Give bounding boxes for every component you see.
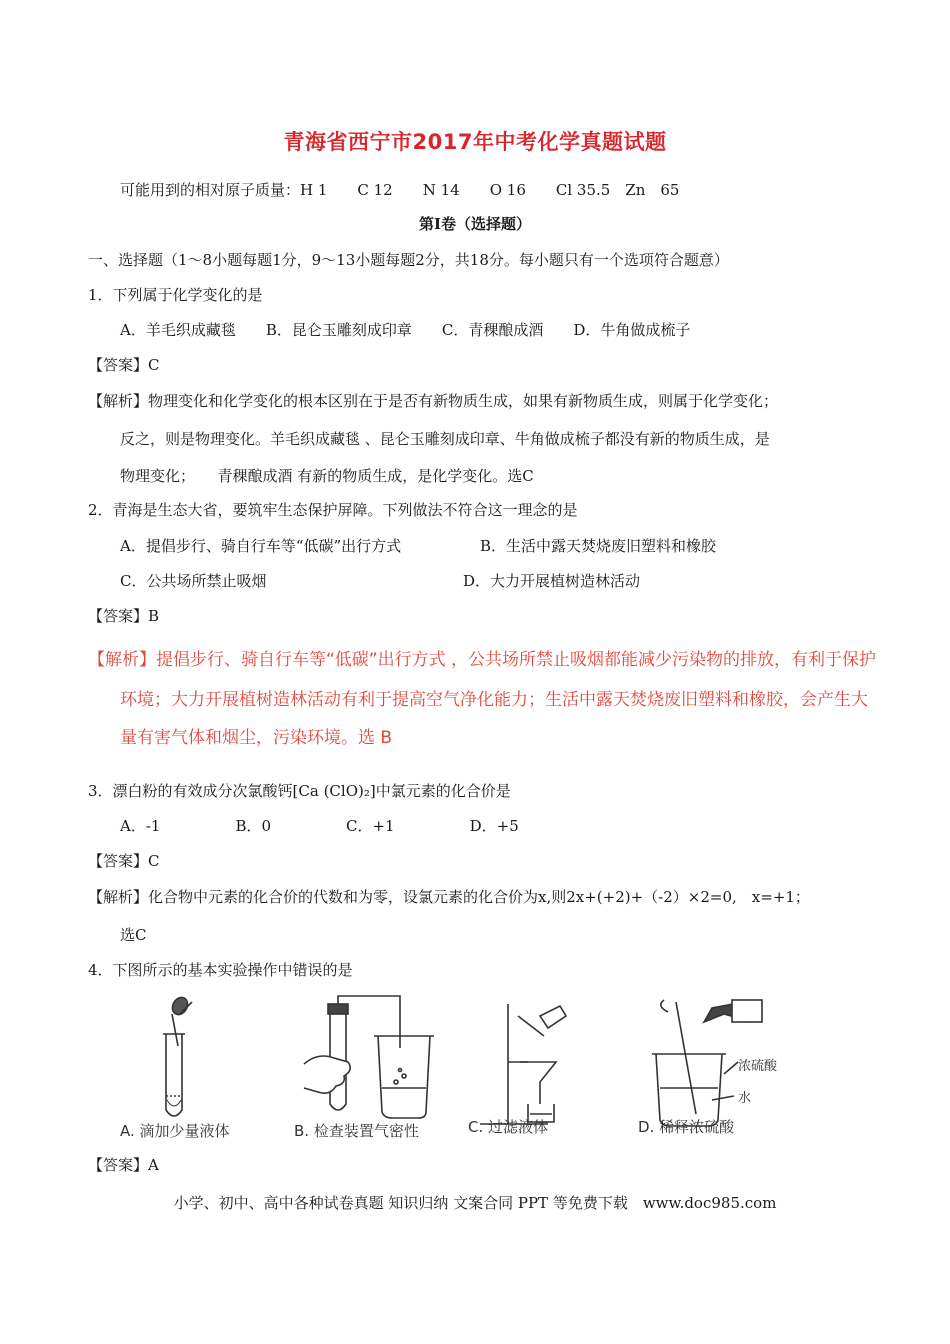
label-water: 水 (738, 1091, 752, 1106)
q4-answer: 【答案】A (88, 1156, 159, 1174)
label-concentrated-acid: 浓硫酸 (738, 1059, 778, 1074)
atomic-masses: 可能用到的相对原子质量：H 1 C 12 N 14 O 16 Cl 35.5 Zn 65 (120, 181, 680, 199)
q2-option-b: B．生活中露天焚烧废旧塑料和橡胶 (480, 537, 717, 555)
q2-analysis-line-1: 【解析】提倡步行、骑自行车等“低碳”出行方式 ，公共场所禁止吸烟都能减少污染物的排放，有利于保护 (88, 650, 877, 670)
q3-options: A．-1 B．0 C．+1 D．+5 (120, 817, 519, 835)
q2-option-c: C．公共场所禁止吸烟 (120, 572, 267, 590)
dropper-test-tube-illustration (163, 995, 192, 1116)
q3-analysis-line-1: 【解析】化合物中元素的化合价的代数和为零，设氯元素的化合价为x,则2x+(+2)+（-2）×2=0, x=+1； (88, 888, 810, 906)
q1-stem: 1．下列属于化学变化的是 (88, 286, 263, 304)
section-title: 第Ⅰ卷（选择题） (418, 215, 532, 233)
q4-stem: 4．下图所示的基本实验操作中错误的是 (88, 961, 353, 979)
q2-option-d: D．大力开展植树造林活动 (463, 572, 641, 590)
q1-analysis-line-3: 物理变化； 青稞酿成酒 有新的物质生成，是化学变化。选C (120, 467, 534, 485)
caption-d: D. 稀释浓硫酸 (638, 1118, 735, 1136)
q2-analysis-line-2: 环境；大力开展植树造林活动有利于提高空气净化能力；生活中露天焚烧废旧塑料和橡胶，会产生大 (120, 690, 868, 710)
filtration-illustration (480, 1004, 566, 1124)
q1-analysis-line-2: 反之，则是物理变化。羊毛织成藏毯 、昆仑玉雕刻成印章、牛角做成梳子都没有新的物质生成，是 (120, 430, 770, 448)
caption-a: A. 滴加少量液体 (120, 1122, 230, 1140)
q3-analysis-line-2: 选C (120, 926, 147, 944)
q2-stem: 2．青海是生态大省，要筑牢生态保护屏障。下列做法不符合这一理念的是 (88, 501, 578, 519)
q1-analysis-line-1: 【解析】物理变化和化学变化的根本区别在于是否有新物质生成，如果有新物质生成，则属于化学变化； (88, 392, 779, 410)
q2-option-a: A．提倡步行、骑自行车等“低碳”出行方式 (120, 537, 402, 555)
q1-options: A．羊毛织成藏毯 B．昆仑玉雕刻成印章 C．青稞酿成酒 D．牛角做成梳子 (120, 321, 691, 339)
q3-answer: 【答案】C (88, 852, 160, 870)
q3-stem: 3．漂白粉的有效成分次氯酸钙[Ca (ClO)₂]中氯元素的化合价是 (88, 782, 511, 800)
q2-answer: 【答案】B (88, 607, 160, 625)
q2-analysis-line-3: 量有害气体和烟尘，污染环境。选 B (120, 728, 393, 748)
q1-answer: 【答案】C (88, 356, 160, 374)
instructions: 一、选择题（1～8小题每题1分，9～13小题每题2分，共18分。每小题只有一个选项符合题意） (88, 251, 729, 269)
page-footer: 小学、初中、高中各种试卷真题 知识归纳 文案合同 PPT 等免费下载 www.doc985.com (173, 1194, 777, 1212)
page-title: 青海省西宁市2017年中考化学真题试题 (283, 130, 667, 154)
caption-b: B. 检查装置气密性 (294, 1122, 419, 1140)
lab-operations-figure (108, 992, 788, 1142)
caption-c: C. 过滤液体 (468, 1118, 549, 1136)
airtightness-check-illustration (304, 996, 434, 1118)
